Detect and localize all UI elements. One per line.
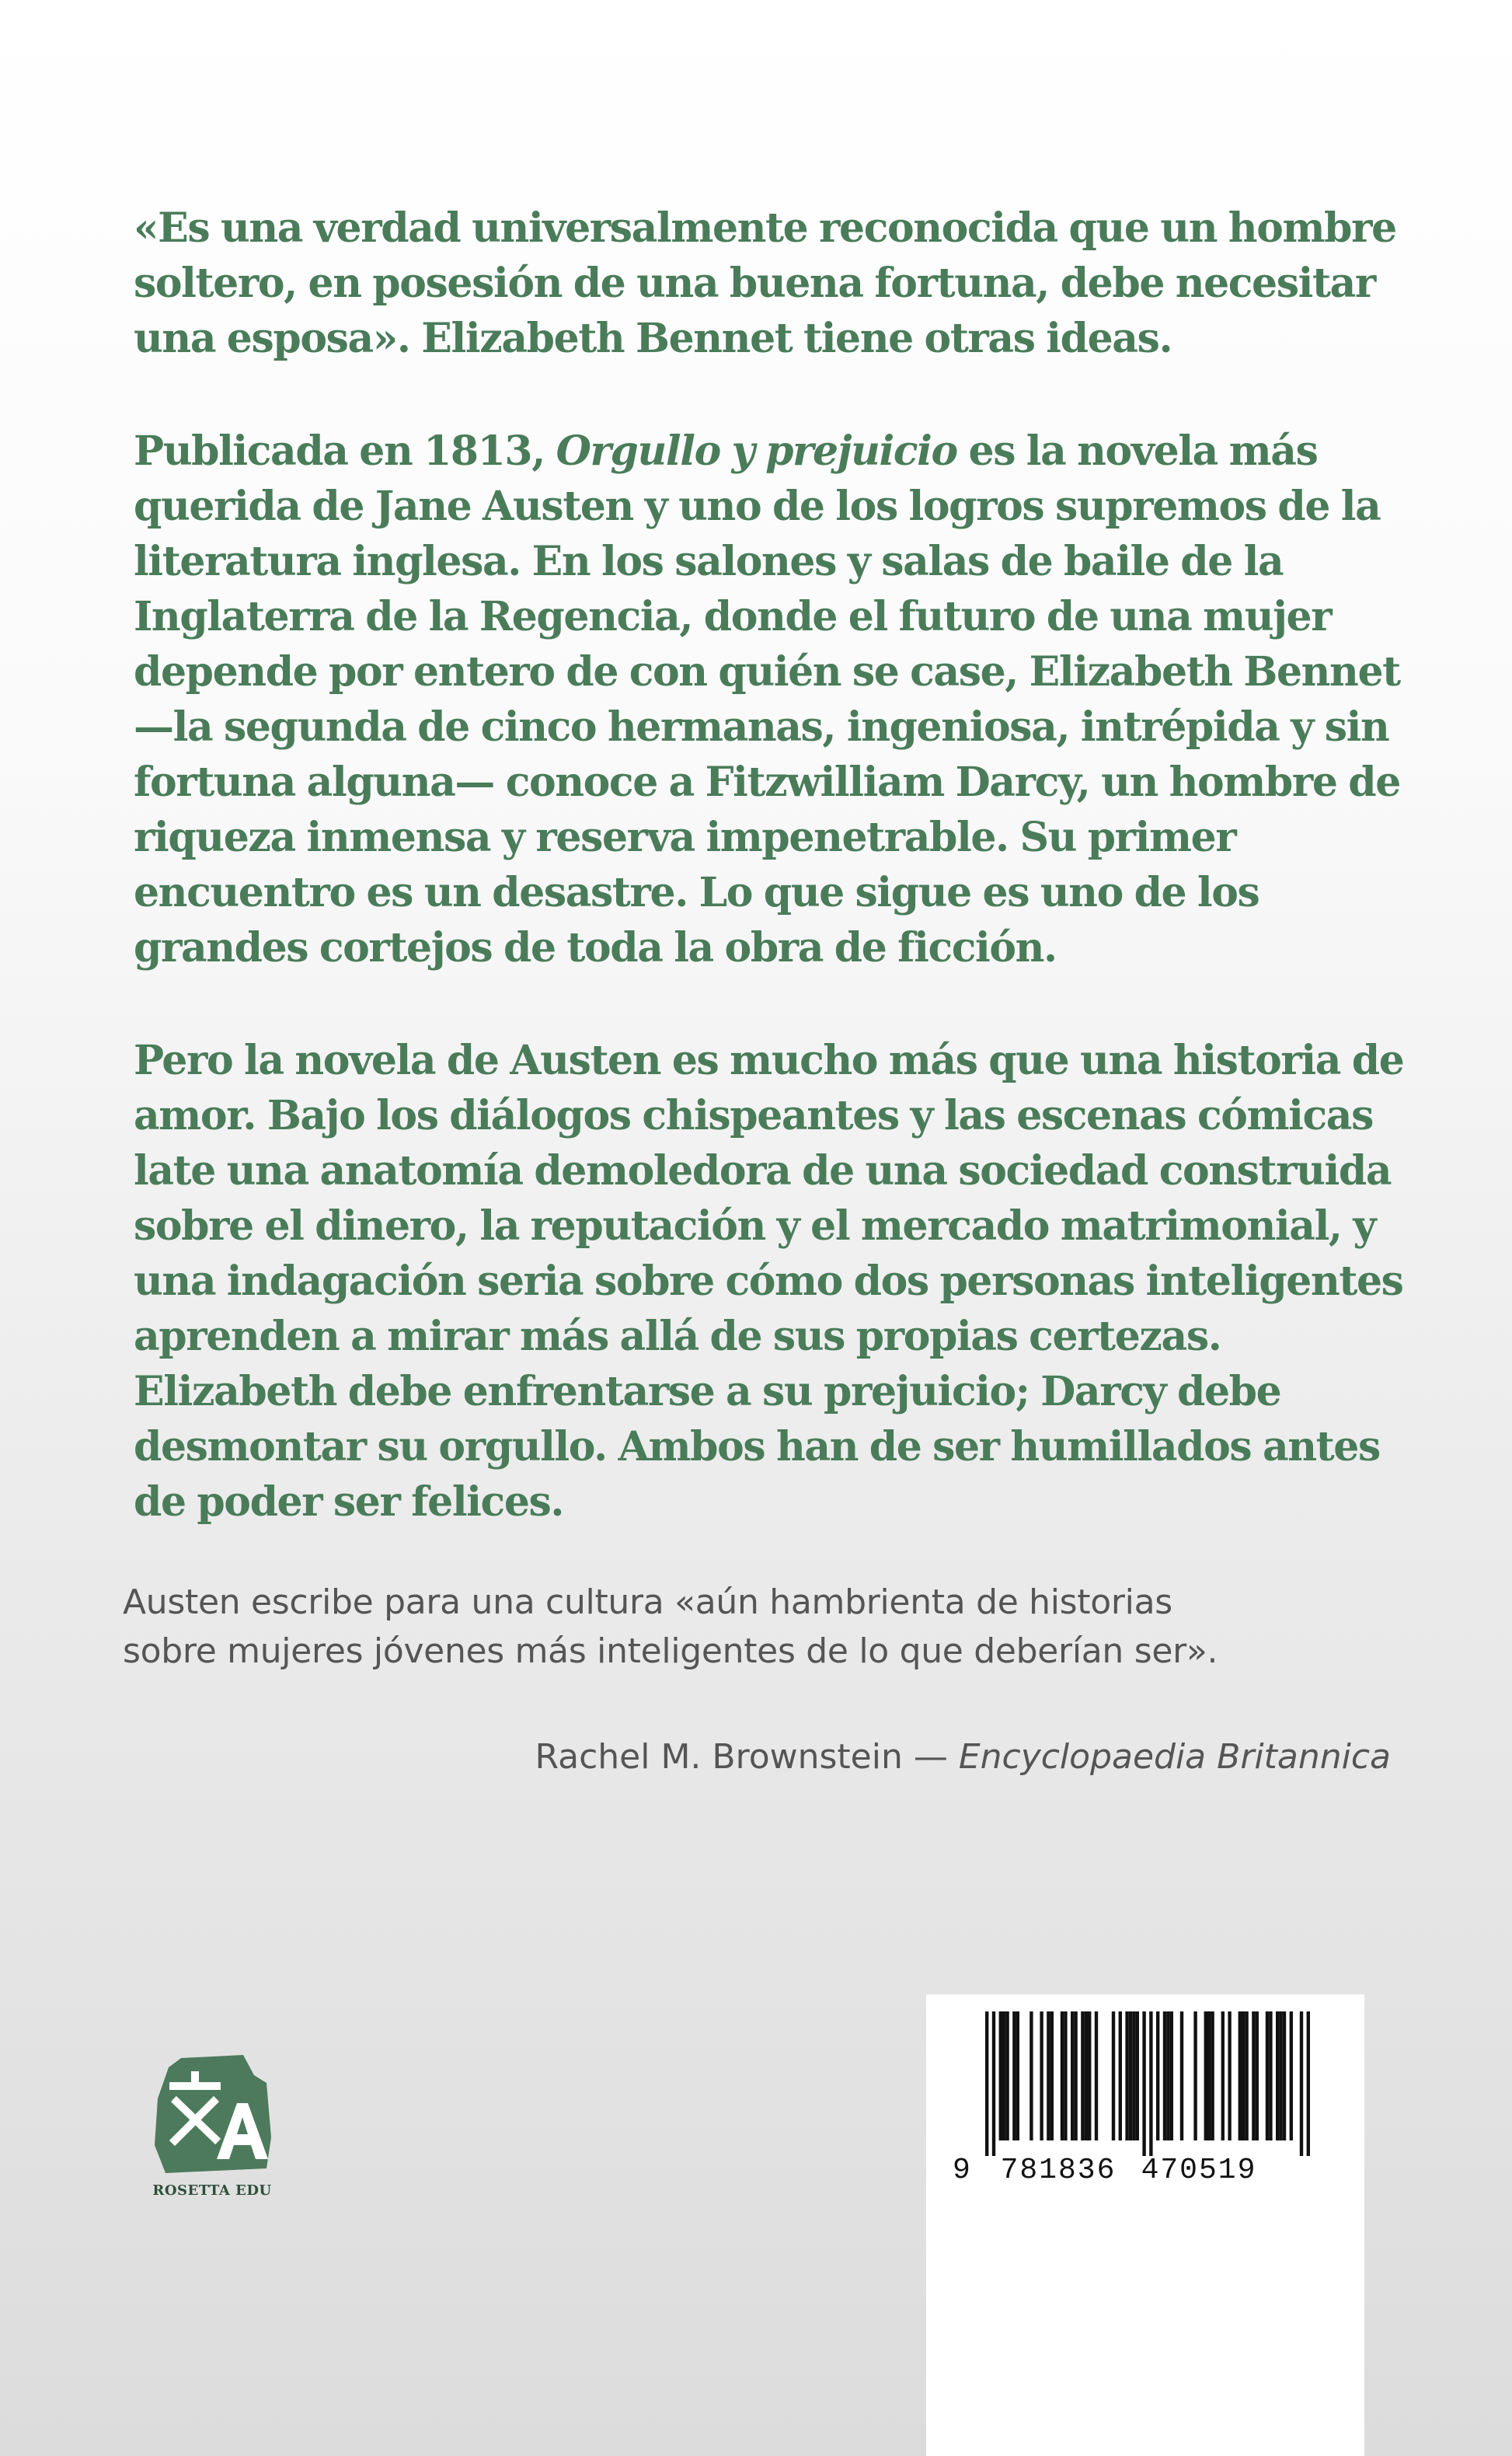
barcode-bar <box>1242 2011 1245 2140</box>
book-title: Orgullo y prejuicio <box>556 427 957 475</box>
barcode-bar <box>1085 2011 1088 2140</box>
barcode-bar <box>1119 2011 1122 2140</box>
barcode-bar <box>1211 2011 1214 2140</box>
barcode-bars <box>985 2011 1310 2156</box>
barcode-bar <box>1245 2011 1248 2140</box>
barcode-bar <box>1228 2011 1231 2140</box>
barcode-guard-bar <box>1307 2011 1310 2156</box>
barcode-bar <box>1170 2011 1173 2140</box>
barcode-digits-left: 781836 <box>1000 2154 1117 2187</box>
synopsis <box>134 201 1408 1587</box>
barcode-digits-right: 470519 <box>1141 2154 1257 2187</box>
review-quote <box>123 1578 1397 1676</box>
barcode-bar <box>1071 2011 1074 2140</box>
barcode-bar <box>1266 2011 1269 2140</box>
barcode-bar <box>1012 2011 1016 2140</box>
barcode-bar <box>1256 2011 1259 2140</box>
barcode-bar <box>1095 2011 1098 2140</box>
barcode-bar <box>1029 2011 1033 2140</box>
barcode-bar <box>1002 2011 1005 2140</box>
barcode-bar <box>1136 2011 1139 2140</box>
barcode-bar <box>1193 2011 1197 2140</box>
quote-attribution <box>535 1734 1391 1781</box>
publisher-logo <box>146 2052 278 2199</box>
barcode-bar <box>1279 2011 1282 2140</box>
barcode-bar <box>1207 2011 1211 2140</box>
barcode-bar <box>1276 2011 1279 2140</box>
synopsis-paragraph-2 <box>134 424 1408 975</box>
barcode-bar <box>1239 2011 1242 2140</box>
barcode-guard-bar <box>985 2011 988 2156</box>
synopsis-text: es la novela más querida de Jane Austen y uno de los logros supremos de la literatura inglesa. En los salones y salas de baile de la Inglaterra de la Regencia, donde el futuro de una mujer depende por entero de con quién se case, Elizabeth Bennet —la segunda de cinco hermanas, ingeniosa, intrépida y sin fortuna alguna— conoce a Fitzwilliam Darcy, un hombre de riqueza inmensa y reserva impenetrable. Su primer encuentro es un desastre. Lo que sigue es uno de los grandes cortejos de toda la obra de ficción. <box>134 427 1400 972</box>
barcode-bar <box>1180 2011 1183 2140</box>
barcode-bar <box>1129 2011 1132 2140</box>
barcode-bar <box>1252 2011 1255 2140</box>
barcode-bar <box>1290 2011 1293 2140</box>
synopsis-paragraph-3: Pero la novela de Austen es mucho más que una historia de amor. Bajo los diálogos chispeantes y las escenas cómicas late una anatomía demoledora de una sociedad construida sobre el dinero, la reputación y el mercado matrimonial, y una indagación seria sobre cómo dos personas inteligentes aprenden a mirar más allá de sus propias certezas. Elizabeth debe enfrentarse a su prejuicio; Darcy debe desmontar su orgullo. Ambos han de ser humillados antes de poder ser felices. <box>134 1037 1404 1526</box>
barcode-bar <box>999 2011 1002 2140</box>
quote-line-2: sobre mujeres jóvenes más inteligentes de lo que deberían ser». <box>123 1631 1218 1671</box>
quote-line-1: Austen escribe para una cultura «aún hambrienta de historias <box>123 1582 1172 1622</box>
publisher-name: ROSETTA EDU <box>152 2182 272 2199</box>
barcode-lead-digit: 9 <box>953 2154 970 2187</box>
barcode-guard-bar <box>1142 2011 1145 2156</box>
barcode-bar <box>1163 2011 1166 2140</box>
quote-author: Rachel M. Brownstein — <box>535 1737 959 1777</box>
barcode-bar <box>1061 2011 1064 2140</box>
barcode-bar <box>1132 2011 1135 2140</box>
quote-source: Encyclopaedia Britannica <box>958 1737 1391 1777</box>
barcode-guard-bar <box>1300 2011 1303 2156</box>
barcode-bar <box>1047 2011 1050 2140</box>
barcode-bar <box>1283 2011 1286 2140</box>
synopsis-paragraph-1: «Es una verdad universalmente reconocida que un hombre soltero, en posesión de una buena fortuna, debe necesitar una esposa». Elizabeth Bennet tiene otras ideas. <box>134 204 1396 362</box>
rosetta-stone-translate-icon <box>150 2052 274 2176</box>
barcode-guard-bar <box>1149 2011 1152 2156</box>
barcode-bar <box>1125 2011 1128 2140</box>
barcode-bar <box>1016 2011 1019 2140</box>
barcode-bar <box>1112 2011 1115 2140</box>
synopsis-text: Publicada en 1813, <box>134 427 556 475</box>
barcode-bar <box>1005 2011 1009 2140</box>
barcode-bar <box>1221 2011 1225 2140</box>
barcode-bar <box>1040 2011 1043 2140</box>
barcode-bar <box>1156 2011 1159 2140</box>
barcode-guard-bar <box>992 2011 995 2156</box>
barcode-bar <box>1269 2011 1272 2140</box>
barcode-bar <box>1204 2011 1207 2140</box>
barcode-panel <box>926 1994 1364 2456</box>
isbn-barcode <box>926 1994 1364 2456</box>
barcode-bar <box>1064 2011 1067 2140</box>
barcode-bar <box>1050 2011 1054 2140</box>
barcode-bar <box>1074 2011 1077 2140</box>
barcode-bar <box>1088 2011 1091 2140</box>
barcode-bar <box>1166 2011 1169 2140</box>
barcode-bar <box>1081 2011 1084 2140</box>
